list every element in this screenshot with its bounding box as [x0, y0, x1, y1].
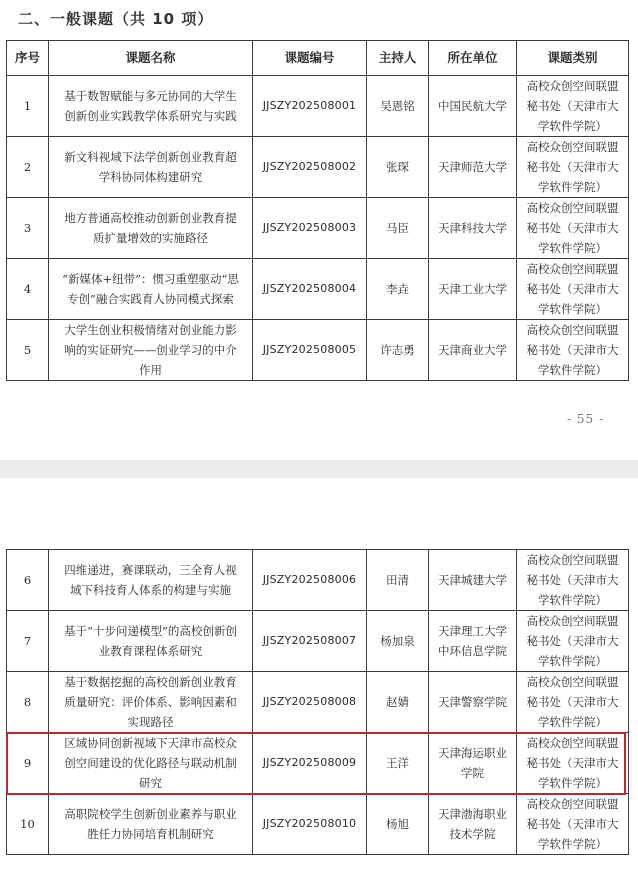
topic-unit: 天津警察学院 [429, 672, 517, 733]
topic-host: 王洋 [367, 733, 429, 794]
header-code: 课题编号 [253, 41, 367, 76]
row-number: 4 [7, 259, 49, 320]
page-number: - 55 - [566, 412, 604, 426]
table-row [7, 672, 629, 733]
topic-code: JJSZY202508002 [253, 137, 367, 198]
topic-unit: 天津城建大学 [429, 550, 517, 611]
table-row [7, 198, 629, 259]
topic-title: “新媒体+纽带”：惯习重塑驱动“思专创”融合实践育人协同模式探索 [49, 259, 253, 320]
row-number: 10 [7, 794, 49, 855]
topic-host: 杨加泉 [367, 611, 429, 672]
topic-host: 张琛 [367, 137, 429, 198]
section-title: 二、一般课题（共 10 项） [18, 10, 214, 28]
header-category: 课题类别 [517, 41, 629, 76]
topic-code: JJSZY202508007 [253, 611, 367, 672]
table-row [7, 550, 629, 611]
header-host: 主持人 [367, 41, 429, 76]
table-header-row [7, 41, 629, 76]
row-number: 3 [7, 198, 49, 259]
topic-code: JJSZY202508006 [253, 550, 367, 611]
topic-code: JJSZY202508009 [253, 733, 367, 794]
topic-category: 高校众创空间联盟秘书处（天津市大学软件学院） [517, 672, 629, 733]
topic-title: 基于数据挖掘的高校创新创业教育质量研究：评价体系、影响因素和实现路径 [49, 672, 253, 733]
topic-code: JJSZY202508008 [253, 672, 367, 733]
topic-code: JJSZY202508010 [253, 794, 367, 855]
topic-code: JJSZY202508005 [253, 320, 367, 381]
row-number: 2 [7, 137, 49, 198]
row-number: 5 [7, 320, 49, 381]
topic-title: 新文科视域下法学创新创业教育超学科协同体构建研究 [49, 137, 253, 198]
topic-unit: 天津商业大学 [429, 320, 517, 381]
topic-category: 高校众创空间联盟秘书处（天津市大学软件学院） [517, 259, 629, 320]
topic-category: 高校众创空间联盟秘书处（天津市大学软件学院） [517, 733, 629, 794]
topic-unit: 天津渤海职业技术学院 [429, 794, 517, 855]
table-row [7, 137, 629, 198]
document-page-2 [0, 478, 638, 874]
topic-category: 高校众创空间联盟秘书处（天津市大学软件学院） [517, 320, 629, 381]
row-number: 1 [7, 76, 49, 137]
table-row [7, 611, 629, 672]
row-number: 6 [7, 550, 49, 611]
topic-title: 大学生创业积极情绪对创业能力影响的实证研究——创业学习的中介作用 [49, 320, 253, 381]
topics-table-part-2 [6, 549, 629, 855]
topic-host: 田清 [367, 550, 429, 611]
row-number: 8 [7, 672, 49, 733]
topic-category: 高校众创空间联盟秘书处（天津市大学软件学院） [517, 794, 629, 855]
topic-code: JJSZY202508004 [253, 259, 367, 320]
topic-code: JJSZY202508001 [253, 76, 367, 137]
topic-unit: 中国民航大学 [429, 76, 517, 137]
table-row [7, 76, 629, 137]
topic-unit: 天津师范大学 [429, 137, 517, 198]
topic-code: JJSZY202508003 [253, 198, 367, 259]
header-unit: 所在单位 [429, 41, 517, 76]
topic-title: 高职院校学生创新创业素养与职业胜任力协同培育机制研究 [49, 794, 253, 855]
topic-category: 高校众创空间联盟秘书处（天津市大学软件学院） [517, 611, 629, 672]
topics-table-part-1 [6, 40, 629, 381]
table-row [7, 320, 629, 381]
topic-category: 高校众创空间联盟秘书处（天津市大学软件学院） [517, 76, 629, 137]
row-number: 7 [7, 611, 49, 672]
topic-category: 高校众创空间联盟秘书处（天津市大学软件学院） [517, 198, 629, 259]
topic-host: 李垚 [367, 259, 429, 320]
table-row [7, 259, 629, 320]
table-row [7, 733, 629, 794]
topic-title: 地方普通高校推动创新创业教育提质扩量增效的实施路径 [49, 198, 253, 259]
topic-category: 高校众创空间联盟秘书处（天津市大学软件学院） [517, 550, 629, 611]
topic-unit: 天津工业大学 [429, 259, 517, 320]
header-no: 序号 [7, 41, 49, 76]
topic-title: 四维递进，赛课联动，三全育人视域下科技育人体系的构建与实施 [49, 550, 253, 611]
topic-host: 赵婧 [367, 672, 429, 733]
topic-unit: 天津科技大学 [429, 198, 517, 259]
topic-host: 吴恩铭 [367, 76, 429, 137]
topic-host: 马臣 [367, 198, 429, 259]
topic-category: 高校众创空间联盟秘书处（天津市大学软件学院） [517, 137, 629, 198]
page-separator [0, 460, 638, 478]
topic-unit: 天津海运职业学院 [429, 733, 517, 794]
topic-title: 基于“十步问递模型”的高校创新创业教育课程体系研究 [49, 611, 253, 672]
topic-unit: 天津理工大学中环信息学院 [429, 611, 517, 672]
topic-title: 区域协同创新视域下天津市高校众创空间建设的优化路径与联动机制研究 [49, 733, 253, 794]
header-title: 课题名称 [49, 41, 253, 76]
row-number: 9 [7, 733, 49, 794]
topic-host: 杨旭 [367, 794, 429, 855]
topic-host: 许志勇 [367, 320, 429, 381]
table-row [7, 794, 629, 855]
topic-title: 基于数智赋能与多元协同的大学生创新创业实践教学体系研究与实践 [49, 76, 253, 137]
